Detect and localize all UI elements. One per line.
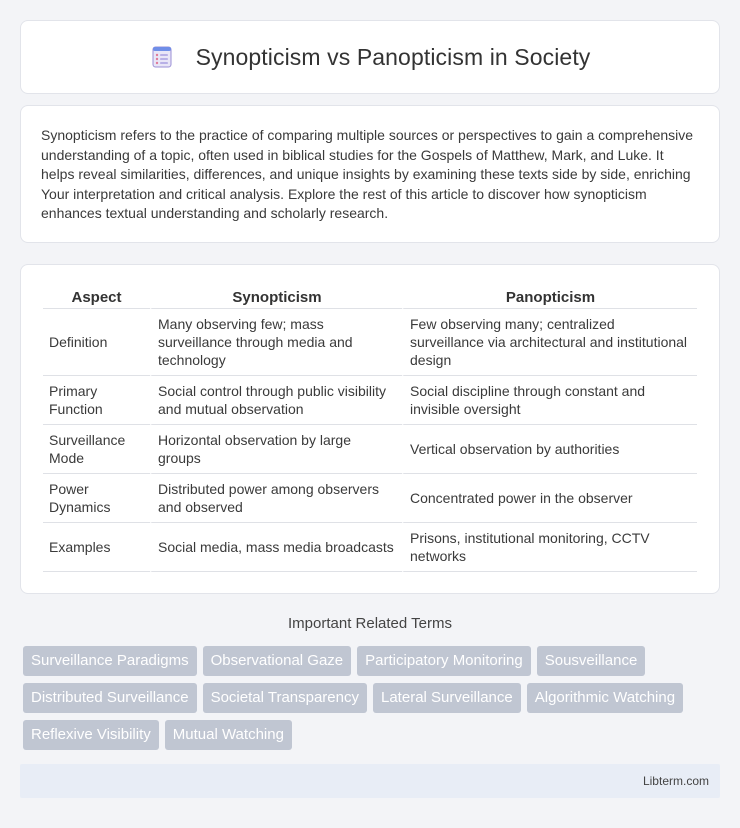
comparison-table [43,285,697,572]
intro-card [20,105,720,243]
document-list-icon [150,45,174,69]
footer [20,764,720,798]
related-terms-list [23,646,723,750]
intro-paragraph: Synopticism refers to the practice of comparing multiple sources or perspectives to gain a comprehensive understanding of a topic, often used in biblical studies for the Gospels of Matthew, Mark, and Luke. It helps reveal similarities, differences, and unique insights by examining these texts side by side, enriching Your interpretation and critical analysis. Explore the rest of this article to discover how synopticism enhances textual understanding and scholarly research. [41,127,694,222]
header-synopticism: Synopticism [150,285,402,309]
row-aspect: Examples [43,523,150,572]
row-synopticism: Social media, mass media broadcasts [150,523,402,572]
row-panopticism: Prisons, institutional monitoring, CCTV networks [402,523,697,572]
row-panopticism: Concentrated power in the observer [402,474,697,523]
related-term-tag[interactable]: Reflexive Visibility [23,720,159,750]
related-terms-title: Important Related Terms [288,615,452,632]
row-panopticism: Social discipline through constant and invisible oversight [402,376,697,425]
row-panopticism: Vertical observation by authorities [402,425,697,474]
table-row [43,523,697,572]
row-aspect: Primary Function [43,376,150,425]
related-term-tag[interactable]: Lateral Surveillance [373,683,521,713]
header-card [20,20,720,94]
table-row [43,474,697,523]
table-header-row [43,285,697,309]
related-term-tag[interactable]: Participatory Monitoring [357,646,531,676]
related-term-tag[interactable]: Sousveillance [537,646,646,676]
header-panopticism: Panopticism [402,285,697,309]
related-term-tag[interactable]: Surveillance Paradigms [23,646,197,676]
row-synopticism: Distributed power among observers and observed [150,474,402,523]
page-title: Synopticism vs Panopticism in Society [195,43,591,70]
row-aspect: Definition [43,309,150,376]
table-row [43,425,697,474]
footer-brand-link[interactable]: Libterm.com [642,774,709,788]
related-term-tag[interactable]: Societal Transparency [203,683,367,713]
row-aspect: Surveillance Mode [43,425,150,474]
row-aspect: Power Dynamics [43,474,150,523]
row-synopticism: Social control through public visibility and mutual observation [150,376,402,425]
related-term-tag[interactable]: Observational Gaze [203,646,352,676]
related-term-tag[interactable]: Distributed Surveillance [23,683,197,713]
comparison-card [20,264,720,594]
row-synopticism: Many observing few; mass surveillance through media and technology [150,309,402,376]
header-aspect: Aspect [43,285,150,309]
row-panopticism: Few observing many; centralized surveillance via architectural and institutional design [402,309,697,376]
related-term-tag[interactable]: Algorithmic Watching [527,683,683,713]
related-term-tag[interactable]: Mutual Watching [165,720,292,750]
table-row [43,376,697,425]
table-row [43,309,697,376]
row-synopticism: Horizontal observation by large groups [150,425,402,474]
